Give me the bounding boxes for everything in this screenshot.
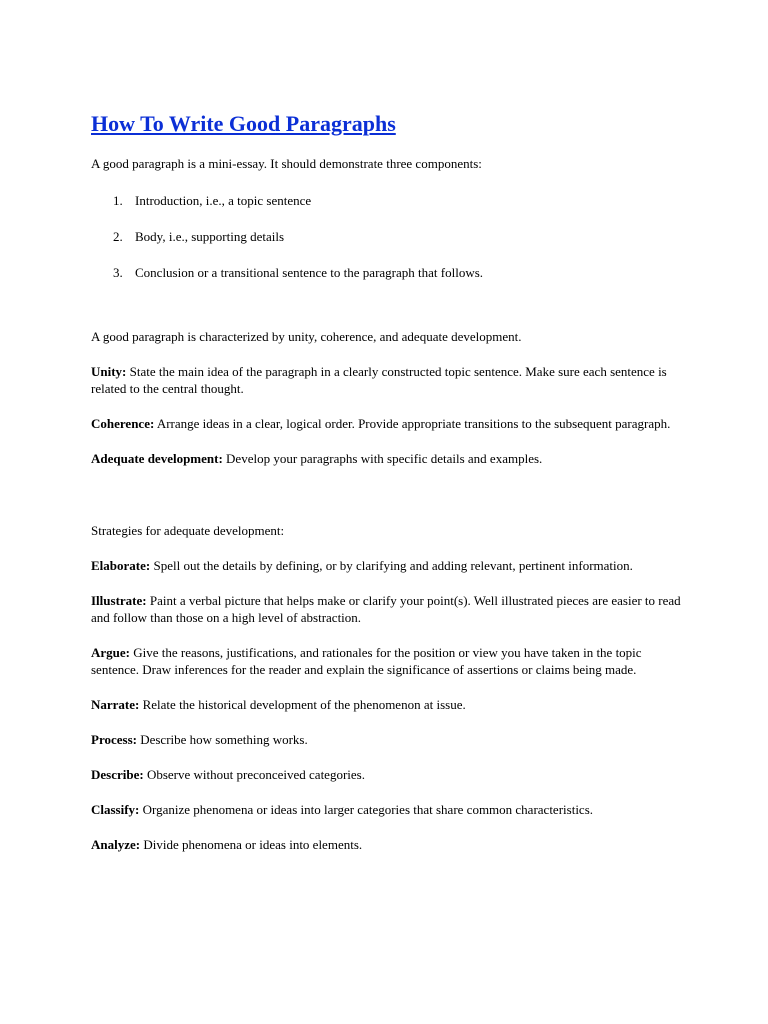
list-item bbox=[91, 264, 691, 281]
term-text: Organize phenomena or ideas into larger categories that share common characteristics. bbox=[139, 802, 594, 817]
strategies-heading: Strategies for adequate development: bbox=[91, 523, 285, 538]
term-text: Observe without preconceived categories. bbox=[143, 767, 365, 782]
strategy-classify bbox=[91, 801, 691, 818]
strategy-analyze bbox=[91, 836, 691, 853]
term-label: Process: bbox=[91, 732, 137, 747]
intro-paragraph: A good paragraph is a mini-essay. It should demonstrate three components: bbox=[91, 156, 482, 171]
characterized-paragraph: A good paragraph is characterized by unity, coherence, and adequate development. bbox=[91, 329, 522, 344]
term-label: Coherence: bbox=[91, 416, 155, 431]
strategy-elaborate bbox=[91, 557, 691, 574]
strategy-argue bbox=[91, 644, 691, 678]
term-text: Spell out the details by defining, or by clarifying and adding relevant, pertinent information. bbox=[150, 558, 633, 573]
list-number: 3. bbox=[113, 265, 123, 280]
term-label: Illustrate: bbox=[91, 593, 147, 608]
list-number: 2. bbox=[113, 229, 123, 244]
term-label: Elaborate: bbox=[91, 558, 151, 573]
strategy-narrate bbox=[91, 696, 691, 713]
list-text: Body, i.e., supporting details bbox=[135, 229, 285, 244]
strategy-process bbox=[91, 731, 691, 748]
term-text: Divide phenomena or ideas into elements. bbox=[140, 837, 363, 852]
term-text: Relate the historical development of the phenomenon at issue. bbox=[139, 697, 466, 712]
components-list bbox=[91, 192, 691, 281]
term-label: Argue: bbox=[91, 645, 130, 660]
quality-unity bbox=[91, 363, 691, 397]
quality-coherence bbox=[91, 415, 691, 432]
term-text: Arrange ideas in a clear, logical order. Provide appropriate transitions to the subsequent paragraph. bbox=[154, 416, 671, 431]
term-text: Paint a verbal picture that helps make or clarify your point(s). Well illustrated pieces are easier to read and follow than those on a high level of abstraction. bbox=[91, 593, 681, 625]
term-label: Adequate development: bbox=[91, 451, 223, 466]
strategy-describe bbox=[91, 766, 691, 783]
term-label: Narrate: bbox=[91, 697, 140, 712]
term-label: Classify: bbox=[91, 802, 140, 817]
term-text: Describe how something works. bbox=[136, 732, 308, 747]
term-text: Develop your paragraphs with specific details and examples. bbox=[222, 451, 543, 466]
strategy-illustrate bbox=[91, 592, 691, 626]
document-page bbox=[91, 110, 691, 871]
list-text: Conclusion or a transitional sentence to the paragraph that follows. bbox=[135, 265, 484, 280]
term-text: Give the reasons, justifications, and rationales for the position or view you have taken in the topic sentence. Draw inferences for the reader and explain the significance of assertions or claims being made. bbox=[91, 645, 642, 677]
list-item bbox=[91, 228, 691, 245]
list-text: Introduction, i.e., a topic sentence bbox=[135, 193, 312, 208]
page-title[interactable]: How To Write Good Paragraphs bbox=[91, 111, 396, 136]
list-item bbox=[91, 192, 691, 209]
term-label: Unity: bbox=[91, 364, 127, 379]
term-label: Analyze: bbox=[91, 837, 141, 852]
term-text: State the main idea of the paragraph in a clearly constructed topic sentence. Make sure each sentence is related to the central thought. bbox=[91, 364, 667, 396]
list-number: 1. bbox=[113, 193, 123, 208]
term-label: Describe: bbox=[91, 767, 144, 782]
quality-adequate-development bbox=[91, 450, 691, 467]
